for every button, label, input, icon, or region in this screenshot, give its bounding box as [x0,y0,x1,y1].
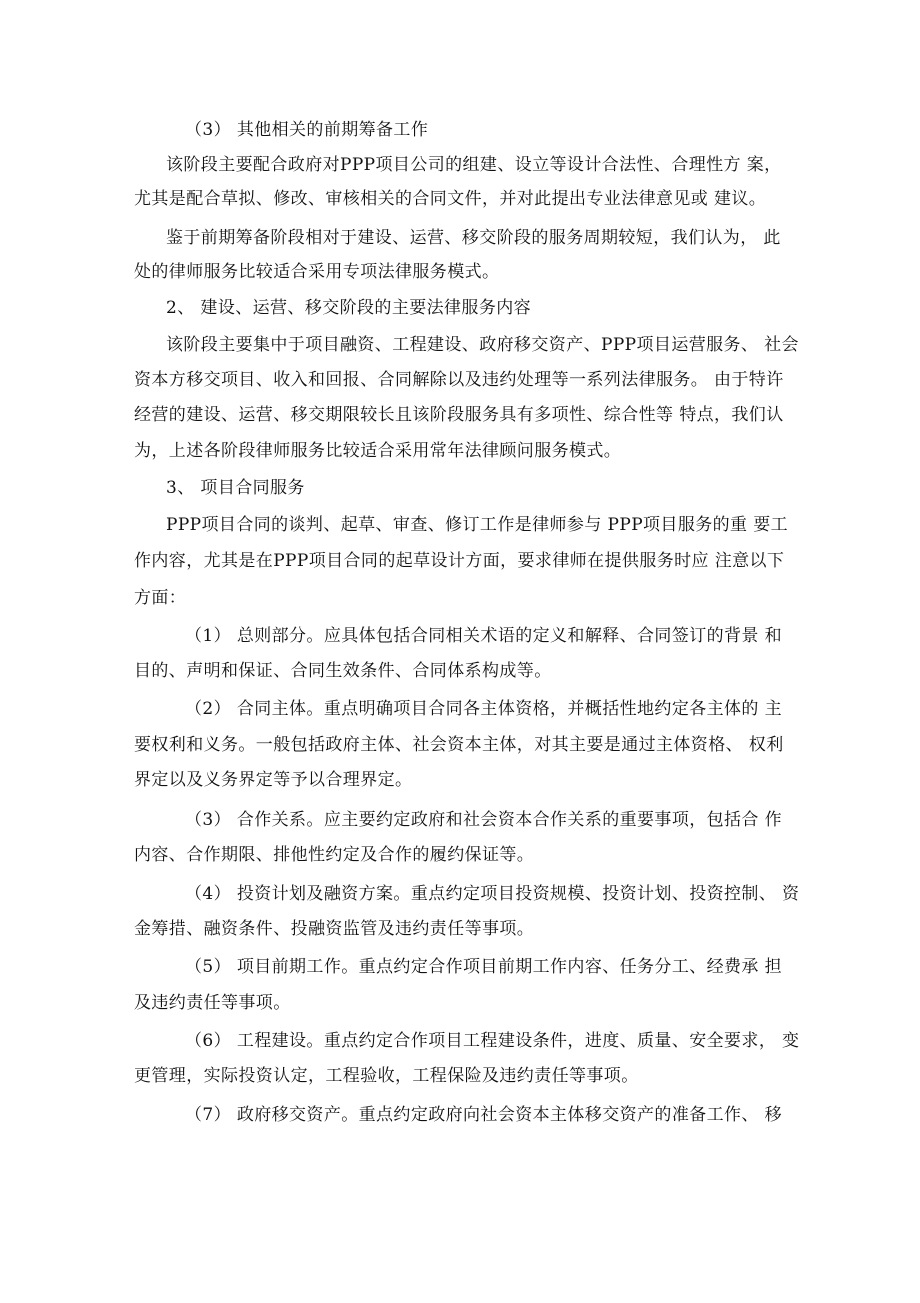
text-line: 处的律师服务比较适合采用专项法律服务模式。 [134,262,500,282]
text-line: 界定以及义务界定等予以合理界定。 [134,770,413,790]
list-item: （6） 工程建设。重点约定合作项目工程建设条件，进度、质量、安全要求， 变 [185,1031,800,1051]
text-line: 该阶段主要集中于项目融资、工程建设、政府移交资产、PPP项目运营服务、 社会 [166,335,799,355]
text-line: 资本方移交项目、收入和回报、合同解除以及违约处理等一系列法律服务。 由于特许 [134,370,784,390]
list-item: （5） 项目前期工作。重点约定合作项目前期工作内容、任务分工、经费承 担 [185,957,783,977]
text-line: （3） 其他相关的前期筹备工作 [185,120,429,140]
text-line: PPP项目合同的谈判、起草、审查、修订工作是律师参与 PPP项目服务的重 要工 [166,515,789,535]
text-line: 尤其是配合草拟、修改、审核相关的合同文件，并对此提出专业法律意见或 建议。 [134,189,767,209]
text-line: 方面： [134,588,187,608]
text-line: 该阶段主要配合政府对PPP项目公司的组建、设立等设计合法性、合理性方 案， [166,155,782,175]
text-line: 目的、声明和保证、合同生效条件、合同体系构成等。 [134,661,552,681]
list-item: （7） 政府移交资产。重点约定政府向社会资本主体移交资产的准备工作、 移 [185,1105,783,1125]
text-line: 更管理，实际投资认定，工程验收，工程保险及违约责任等事项。 [134,1066,639,1086]
text-line: 要权利和义务。一般包括政府主体、社会资本主体，对其主要是通过主体资格、 权利 [134,735,784,755]
list-item: （2） 合同主体。重点明确项目合同各主体资格，并概括性地约定各主体的 主 [185,699,783,719]
text-line: 经营的建设、运营、移交期限较长且该阶段服务具有多项性、综合性等 特点，我们认 [134,405,784,425]
text-line: 作内容，尤其是在PPP项目合同的起草设计方面，要求律师在提供服务时应 注意以下 [134,551,785,571]
text-line: 为，上述各阶段律师服务比较适合采用常年法律顾问服务模式。 [134,441,622,461]
section-heading: 2、 建设、运营、移交阶段的主要法律服务内容 [166,298,532,318]
text-line: 内容、合作期限、排他性约定及合作的履约保证等。 [134,845,535,865]
text-line: 及违约责任等事项。 [134,993,291,1013]
text-line: 鉴于前期筹备阶段相对于建设、运营、移交阶段的服务周期较短，我们认为， 此 [166,228,781,248]
list-item: （1） 总则部分。应具体包括合同相关术语的定义和解释、合同签订的背景 和 [185,626,783,646]
list-item: （3） 合作关系。应主要约定政府和社会资本合作关系的重要事项，包括合 作 [185,810,783,830]
text-line: 金筹措、融资条件、投融资监管及违约责任等事项。 [134,919,535,939]
list-item: （4） 投资计划及融资方案。重点约定项目投资规模、投资计划、投资控制、 资 [185,884,800,904]
section-heading: 3、 项目合同服务 [166,478,305,498]
